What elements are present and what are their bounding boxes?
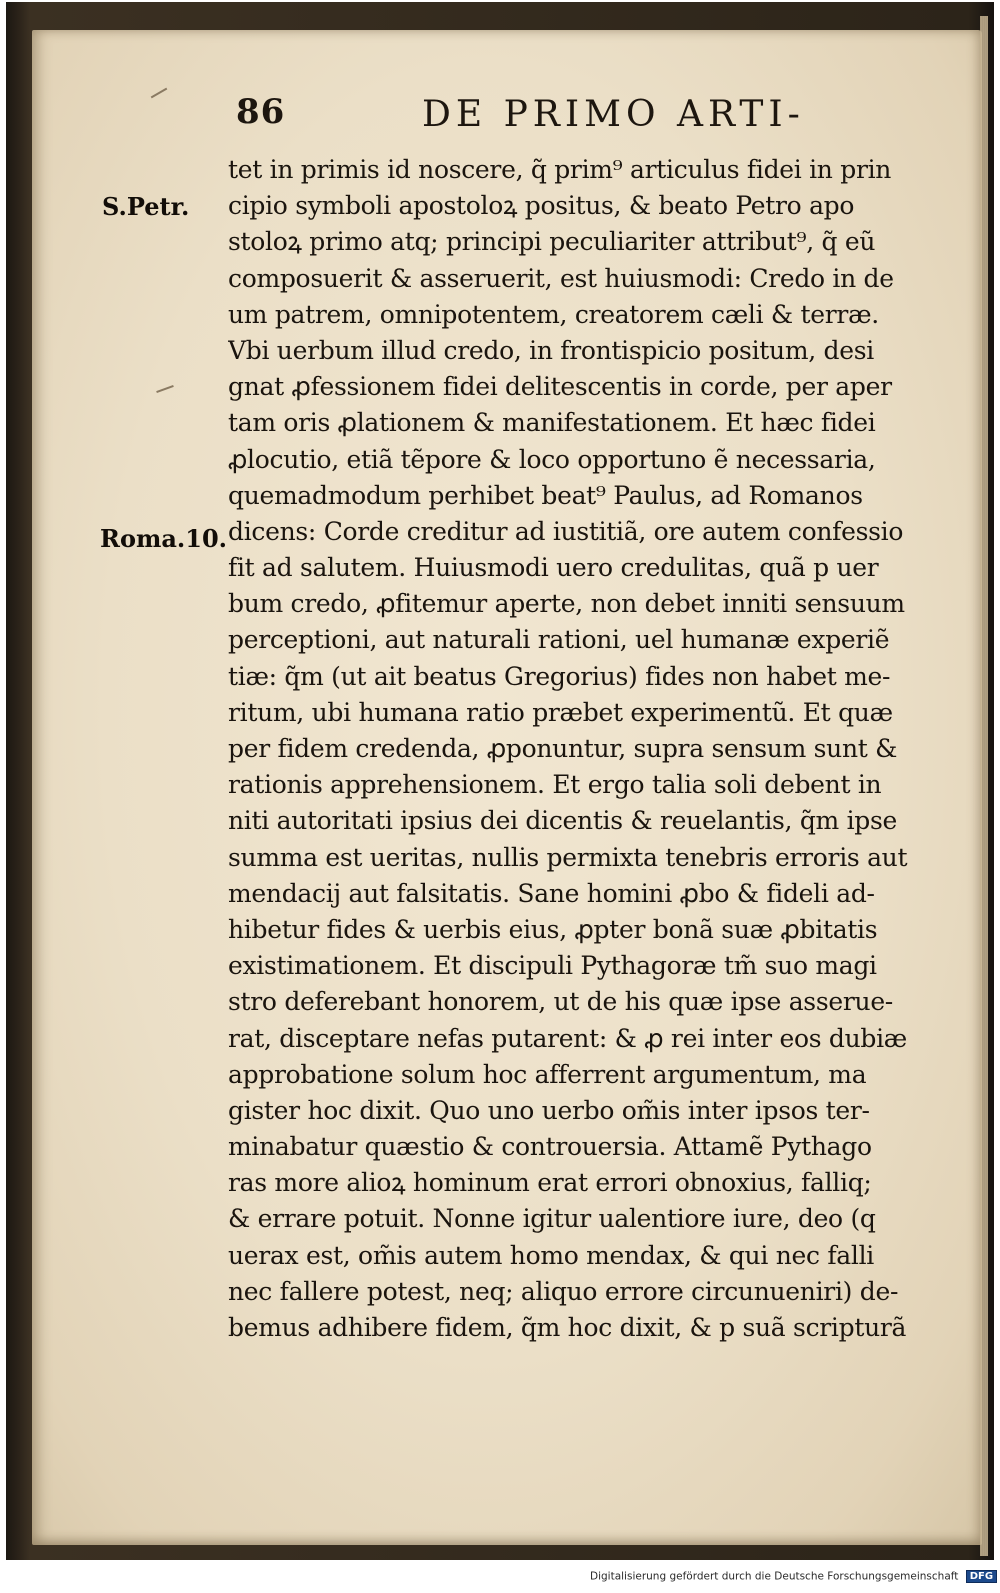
text-line: Vbi uerbum illud credo, in frontispicio positum, desi (228, 335, 874, 365)
text-line: rationis apprehensionem. Et ergo talia soli debent in (228, 770, 882, 800)
text-line: gnat ꝓfessionem fidei delitescentis in corde, per aper (228, 372, 892, 402)
text-line: approbatione solum hoc afferrent argumentum, ma (228, 1059, 867, 1089)
text-line: composuerit & asseruerit, est huiusmodi: Credo in de (228, 263, 894, 293)
digitization-credit (590, 1570, 995, 1590)
page-header (236, 92, 876, 148)
text-line: hibetur fides & uerbis eius, ꝓpter bonã suæ ꝓbitatis (228, 914, 878, 944)
dfg-logo-badge: DFG (966, 1570, 997, 1583)
text-line: & errare potuit. Nonne igitur ualentiore iure, deo (q (228, 1204, 876, 1234)
text-line: nec fallere potest, neq; aliquo errore circunueniri) de- (228, 1276, 899, 1306)
running-title: DE PRIMO ARTI- (422, 94, 805, 135)
credit-text: Digitalisierung gefördert durch die Deutsche Forschungsgemeinschaft (590, 1570, 959, 1583)
page-edge (980, 16, 988, 1556)
body-text (228, 152, 956, 1346)
text-line: existimationem. Et discipuli Pythagoræ tm̃ suo magi (228, 951, 877, 981)
text-line: per fidem credenda, ꝓponuntur, supra sensum sunt & (228, 734, 898, 763)
text-line: um patrem, omnipotentem, creatorem cæli & terræ. (228, 299, 879, 329)
text-line: ꝓlocutio, etiã tẽpore & loco opportuno ẽ necessaria, (228, 444, 876, 474)
text-line: ritum, ubi humana ratio præbet experimentũ. Et quæ (228, 697, 893, 727)
text-line: uerax est, om̃is autem homo mendax, & qui nec falli (228, 1240, 874, 1270)
marginal-note: S.Petr. (102, 192, 190, 221)
text-line: perceptioni, aut naturali rationi, uel humanæ experiẽ (228, 625, 890, 655)
text-line: niti autoritati ipsius dei dicentis & reuelantis, q̃m ipse (228, 806, 898, 836)
text-line: bemus adhibere fidem, q̃m hoc dixit, & p suã scripturã (228, 1313, 907, 1342)
text-line: stro deferebant honorem, ut de his quæ ipse asserue- (228, 987, 893, 1017)
text-line: tiæ: q̃m (ut ait beatus Gregorius) fides non habet me- (228, 661, 891, 691)
text-line: mendacij aut falsitatis. Sane homini ꝓbo & fideli ad- (228, 878, 875, 908)
text-line: cipio symboli apostoloꝝ positus, & beato Petro apo (228, 191, 855, 221)
text-line: minabatur quæstio & controuersia. Attamẽ Pythago (228, 1132, 872, 1162)
text-line: gister hoc dixit. Quo uno uerbo om̃is inter ipsos ter- (228, 1095, 870, 1125)
text-line: bum credo, ꝓfitemur aperte, non debet inniti sensuum (228, 589, 905, 619)
text-line: tam oris ꝓlationem & manifestationem. Et hæc fidei (228, 408, 876, 438)
text-line: summa est ueritas, nullis permixta tenebris erroris aut (228, 842, 908, 872)
text-line: dicens: Corde creditur ad iustitiã, ore autem confessio (228, 516, 904, 546)
text-line: fit ad salutem. Huiusmodi uero credulitas, quã p uer (228, 553, 879, 583)
text-line: tet in primis id noscere, q̃ prim⁹ articulus fidei in prin (228, 155, 892, 184)
text-line: ras more alioꝝ hominum erat errori obnoxius, falliq; (228, 1168, 872, 1198)
text-line: rat, disceptare nefas putarent: & ꝓ rei inter eos dubiæ (228, 1023, 907, 1053)
folio-number: 86 (236, 92, 286, 132)
text-line: stoloꝝ primo atq; principi peculiariter attribut⁹, q̃ eũ (228, 227, 876, 257)
text-line: quemadmodum perhibet beat⁹ Paulus, ad Romanos (228, 480, 863, 510)
marginal-note: Roma.10. (100, 524, 228, 553)
